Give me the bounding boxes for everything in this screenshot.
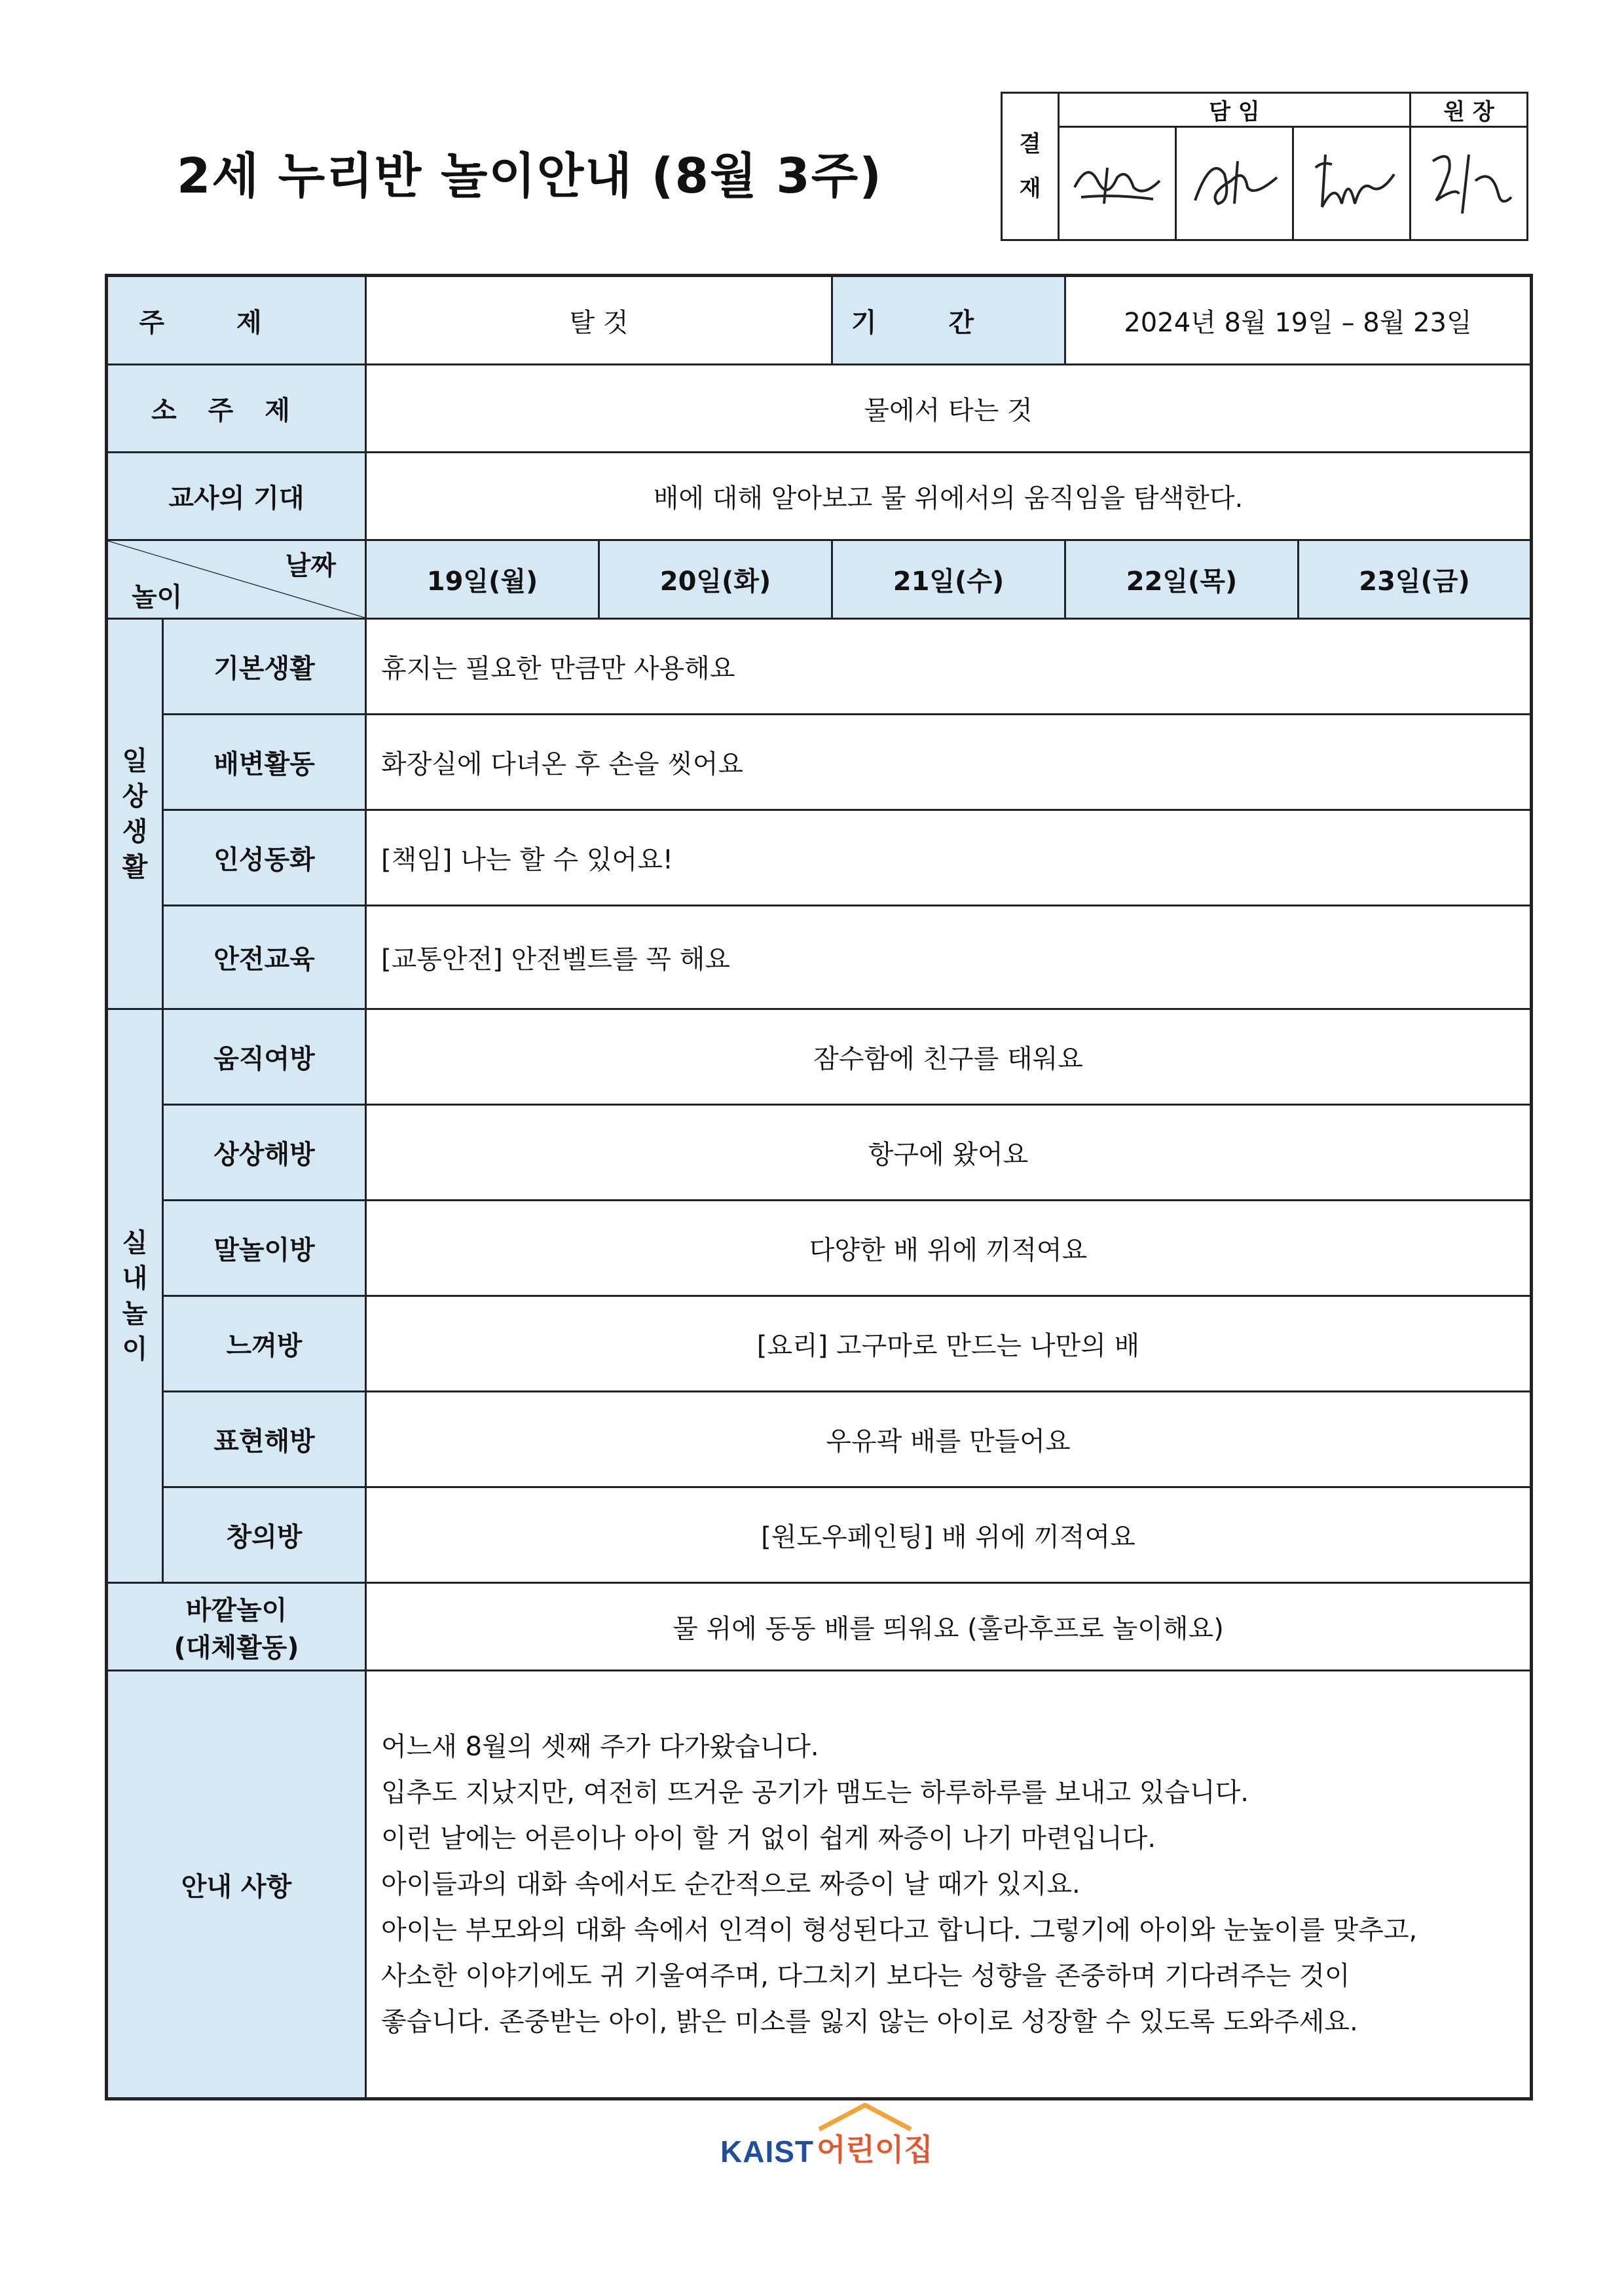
logo-text-ko: 어린이집 bbox=[817, 2126, 933, 2169]
weekly-plan-table bbox=[105, 274, 1533, 2100]
activity-label: 창의방 bbox=[163, 1487, 366, 1583]
approval-side-label: 결 재 bbox=[1002, 93, 1059, 240]
activity-label: 표현해방 bbox=[163, 1392, 366, 1487]
notice-line: 입추도 지났지만, 여전히 뜨거운 공기가 맴도는 하루하루를 보내고 있습니다. bbox=[381, 1778, 1249, 1808]
signature-3 bbox=[1293, 127, 1411, 240]
notice-line: 좋습니다. 존중받는 아이, 밝은 미소를 잃지 않는 아이로 성장할 수 있도록 도와주세요. bbox=[381, 2007, 1358, 2037]
activity-label: 상상해방 bbox=[163, 1105, 366, 1201]
activity-label: 인성동화 bbox=[163, 810, 366, 906]
activity-value: 다양한 배 위에 끼적여요 bbox=[366, 1201, 1532, 1296]
day-header: 22일(목) bbox=[1065, 540, 1299, 619]
approval-box bbox=[1001, 92, 1528, 241]
activity-label: 느껴방 bbox=[163, 1296, 366, 1392]
expectation-value: 배에 대해 알아보고 물 위에서의 움직임을 탐색한다. bbox=[366, 453, 1532, 540]
signature-4 bbox=[1411, 127, 1528, 240]
indoor-play-group-label: 실 내 놀 이 bbox=[107, 1009, 163, 1583]
logo-text-en: KAIST bbox=[720, 2135, 814, 2169]
daily-life-row bbox=[107, 810, 1532, 906]
notice-line: 아이들과의 대화 속에서도 순간적으로 짜증이 날 때가 있지요. bbox=[381, 1869, 1080, 1899]
activity-label: 말놀이방 bbox=[163, 1201, 366, 1296]
notice-label: 안내 사항 bbox=[107, 1671, 366, 2099]
outdoor-label: 바깥놀이 (대체활동) bbox=[107, 1583, 366, 1671]
notice-line: 사소한 이야기에도 귀 기울여주며, 다그치기 보다는 성향을 존중하며 기다려주는 것이 bbox=[381, 1961, 1350, 1991]
activity-label: 움직여방 bbox=[163, 1009, 366, 1105]
indoor-play-row bbox=[107, 1487, 1532, 1583]
corner-date-label: 날짜 bbox=[285, 551, 336, 581]
activity-label: 배변활동 bbox=[163, 715, 366, 810]
theme-label: 주제 bbox=[107, 276, 366, 365]
daily-life-row bbox=[107, 906, 1532, 1009]
activity-value: [요리] 고구마로 만드는 나만의 배 bbox=[366, 1296, 1532, 1392]
activity-value: 우유곽 배를 만들어요 bbox=[366, 1392, 1532, 1487]
expectation-row bbox=[107, 453, 1532, 540]
notice-line: 아이는 부모와의 대화 속에서 인격이 형성된다고 합니다. 그렇기에 아이와 눈높이를 맞추고, bbox=[381, 1915, 1418, 1945]
signature-2 bbox=[1176, 127, 1293, 240]
subtheme-value: 물에서 타는 것 bbox=[366, 365, 1532, 453]
director-header: 원 장 bbox=[1411, 93, 1528, 127]
day-header: 21일(수) bbox=[832, 540, 1065, 619]
activity-value: 휴지는 필요한 만큼만 사용해요 bbox=[366, 619, 1532, 715]
activity-value: 항구에 왔어요 bbox=[366, 1105, 1532, 1201]
activity-value: 화장실에 다녀온 후 손을 씻어요 bbox=[366, 715, 1532, 810]
daily-life-row bbox=[107, 619, 1532, 715]
daily-life-row bbox=[107, 715, 1532, 810]
activity-value: 잠수함에 친구를 태워요 bbox=[366, 1009, 1532, 1105]
outdoor-value: 물 위에 동동 배를 띄워요 (훌라후프로 놀이해요) bbox=[366, 1583, 1532, 1671]
kaist-daycare-logo bbox=[720, 2117, 933, 2169]
activity-value: [교통안전] 안전벨트를 꼭 해요 bbox=[366, 906, 1532, 1009]
notice-text bbox=[366, 1671, 1532, 2099]
activity-value: [책임] 나는 할 수 있어요! bbox=[366, 810, 1532, 906]
date-corner-cell bbox=[107, 540, 366, 619]
indoor-play-row bbox=[107, 1296, 1532, 1392]
theme-value: 탈 것 bbox=[366, 276, 832, 365]
page-title: 2세 누리반 놀이안내 (8월 3주) bbox=[177, 148, 883, 204]
day-header: 19일(월) bbox=[366, 540, 599, 619]
activity-value: [원도우페인팅] 배 위에 끼적여요 bbox=[366, 1487, 1532, 1583]
indoor-play-row bbox=[107, 1009, 1532, 1105]
indoor-play-row bbox=[107, 1105, 1532, 1201]
corner-play-label: 놀이 bbox=[132, 582, 183, 612]
period-value: 2024년 8월 19일 – 8월 23일 bbox=[1065, 276, 1532, 365]
subtheme-row bbox=[107, 365, 1532, 453]
daily-life-group-label: 일 상 생 활 bbox=[107, 619, 163, 1009]
outdoor-row bbox=[107, 1583, 1532, 1671]
house-roof-icon bbox=[813, 2100, 917, 2133]
indoor-play-row bbox=[107, 1201, 1532, 1296]
notice-row bbox=[107, 1671, 1532, 2099]
date-header-row bbox=[107, 540, 1532, 619]
notice-line: 어느새 8월의 셋째 주가 다가왔습니다. bbox=[381, 1732, 819, 1762]
expectation-label: 교사의 기대 bbox=[107, 453, 366, 540]
activity-label: 기본생활 bbox=[163, 619, 366, 715]
signature-1 bbox=[1059, 127, 1176, 240]
day-header: 23일(금) bbox=[1299, 540, 1532, 619]
subtheme-label: 소주제 bbox=[107, 365, 366, 453]
period-label: 기간 bbox=[832, 276, 1065, 365]
indoor-play-row bbox=[107, 1392, 1532, 1487]
day-header: 20일(화) bbox=[599, 540, 832, 619]
activity-label: 안전교육 bbox=[163, 906, 366, 1009]
notice-line: 이런 날에는 어른이나 아이 할 거 없이 쉽게 짜증이 나기 마련입니다. bbox=[381, 1823, 1156, 1854]
theme-row bbox=[107, 276, 1532, 365]
homeroom-header: 담 임 bbox=[1059, 93, 1411, 127]
